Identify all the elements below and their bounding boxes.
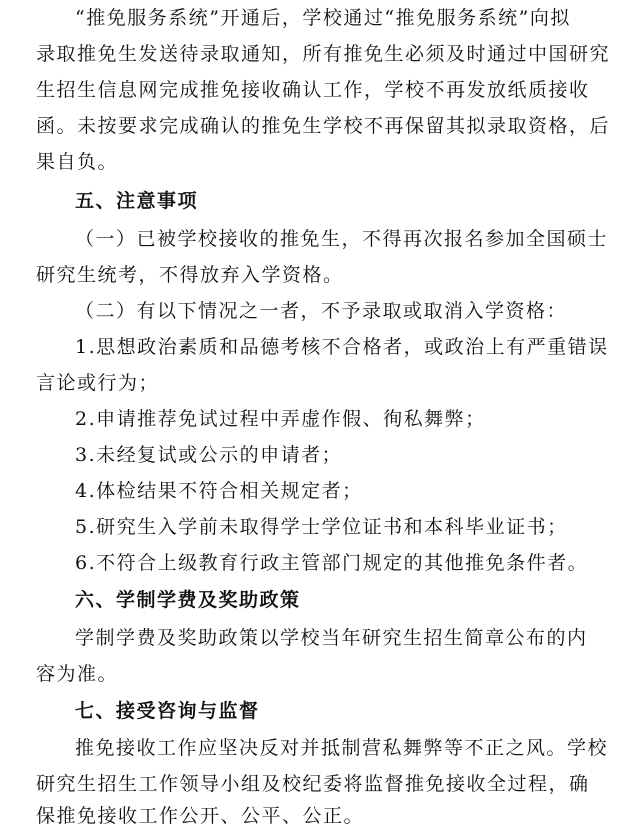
list-item-line: 4.体检结果不符合相关规定者； — [75, 480, 363, 502]
section-heading: 五、注意事项 — [75, 190, 199, 212]
list-item-line: 5.研究生入学前未取得学士学位证书和本科毕业证书； — [75, 516, 568, 538]
section-heading: 六、学制学费及奖助政策 — [75, 589, 301, 611]
paragraph-line: 推免接收工作应坚决反对并抵制营私舞弊等不正之风。学校 — [75, 737, 609, 759]
paragraph-line: 果自负。 — [36, 151, 119, 173]
list-item-line: 2.申请推荐免试过程中弄虚作假、徇私舞弊； — [75, 408, 486, 430]
paragraph-line: 学制学费及奖助政策以学校当年研究生招生简章公布的内 — [75, 627, 588, 649]
paragraph-line: “推免服务系统”开通后，学校通过“推免服务系统”向拟 — [75, 7, 571, 29]
paragraph-line: 录取推免生发送待录取通知，所有推免生必须及时通过中国研究 — [36, 43, 611, 65]
list-item-line: 6.不符合上级教育行政主管部门规定的其他推免条件者。 — [75, 552, 589, 574]
paragraph-line: （二）有以下情况之一者，不予录取或取消入学资格： — [75, 300, 568, 322]
paragraph-line: 生招生信息网完成推免接收确认工作，学校不再发放纸质接收 — [36, 79, 590, 101]
paragraph-line: （一）已被学校接收的推免生，不得再次报名参加全国硕士 — [75, 228, 609, 250]
paragraph-line: 容为准。 — [36, 663, 119, 685]
paragraph-line: 研究生统考，不得放弃入学资格。 — [36, 264, 344, 286]
section-heading: 七、接受咨询与监督 — [75, 700, 260, 722]
paragraph-line: 研究生招生工作领导小组及校纪委将监督推免接收全过程，确 — [36, 773, 590, 795]
paragraph-line: 函。未按要求完成确认的推免生学校不再保留其拟录取资格，后 — [36, 115, 611, 137]
paragraph-line: 保推免接收工作公开、公平、公正。 — [36, 805, 365, 827]
list-item-line: 1.思想政治素质和品德考核不合格者，或政治上有严重错误 — [75, 336, 609, 358]
list-item-line: 言论或行为； — [36, 372, 160, 394]
list-item-line: 3.未经复试或公示的申请者； — [75, 444, 343, 466]
